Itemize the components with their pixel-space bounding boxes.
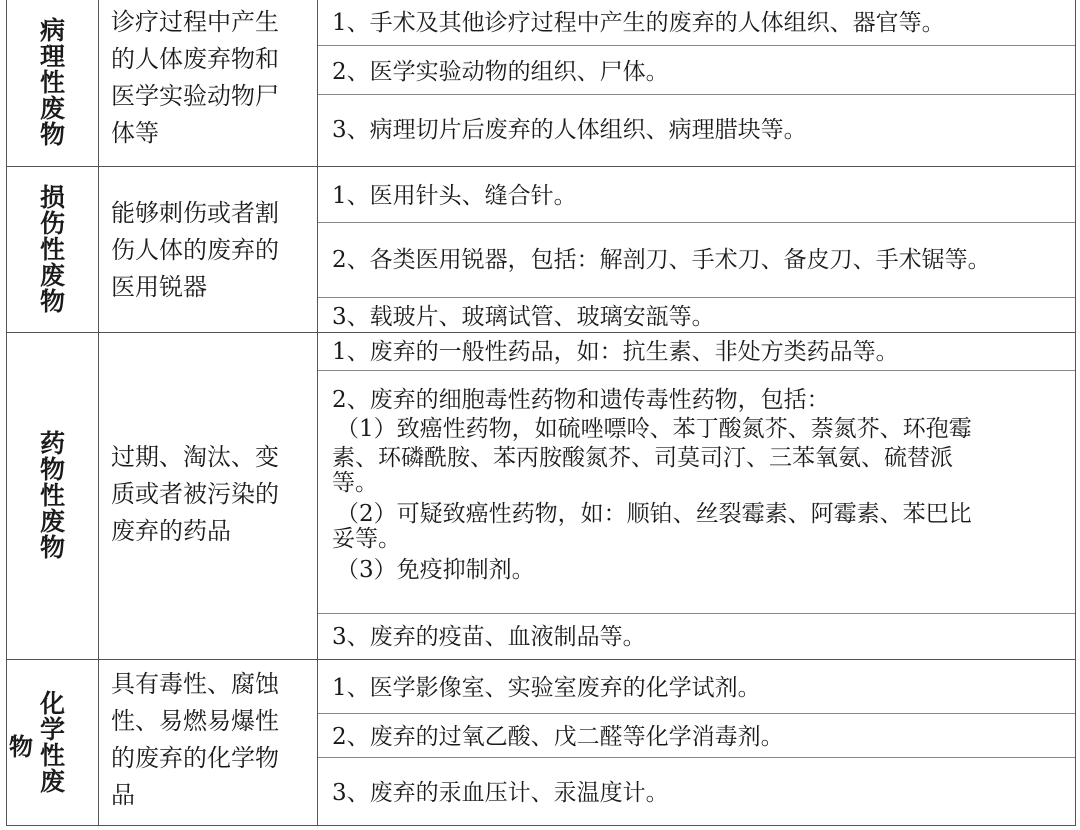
description-text: 过期、淘汰、变 质或者被污染的 废弃的药品 [111, 443, 279, 545]
row-injurious-waste [7, 167, 1075, 333]
category-cell [7, 167, 99, 332]
category-label: 药 物 性 废 物 [39, 429, 65, 562]
item-row [318, 614, 1075, 660]
items-column [318, 660, 1075, 826]
description-text: 诊疗过程中产生 的人体废弃物和 医学实验动物尸 体等 [111, 8, 279, 147]
item-row [318, 758, 1075, 826]
category-label: 损 伤 性 废 物 [39, 182, 65, 316]
description-cell [99, 167, 318, 332]
category-label: 化 学 性 废 [39, 689, 65, 796]
description-cell [99, 660, 318, 826]
item-row [318, 95, 1075, 167]
item-text: 2、医学实验动物的组织、尸体。 [332, 59, 669, 85]
item-row [318, 298, 1075, 333]
waste-classification-table [6, 0, 1076, 826]
item-row [318, 714, 1075, 758]
description-text: 具有毒性、腐蚀 性、易燃易爆性 的废弃的化学物 品 [111, 670, 279, 809]
row-chemical-waste [7, 660, 1075, 826]
items-column [318, 0, 1075, 166]
items-column [318, 333, 1075, 659]
item-text: 3、病理切片后废弃的人体组织、病理腊块等。 [332, 117, 807, 143]
item-text: 1、医学影像室、实验室废弃的化学试剂。 [332, 675, 761, 701]
category-cell [7, 660, 99, 826]
item-text: 3、废弃的汞血压计、汞温度计。 [332, 780, 669, 806]
item-row [318, 333, 1075, 371]
item-text: 1、手术及其他诊疗过程中产生的废弃的人体组织、器官等。 [332, 10, 945, 36]
description-text: 能够刺伤或者割 伤人体的废弃的 医用锐器 [111, 199, 279, 301]
item-row [318, 660, 1075, 714]
description-cell [99, 0, 318, 166]
item-text: 1、废弃的一般性药品，如：抗生素、非处方类药品等。 [332, 339, 899, 365]
item-row [318, 167, 1075, 223]
item-text: 1、医用针头、缝合针。 [332, 183, 577, 209]
category-cell [7, 0, 99, 166]
item-row [318, 371, 1075, 614]
row-pharmaceutical-waste [7, 333, 1075, 660]
item-row [318, 223, 1075, 298]
item-row [318, 46, 1075, 95]
item-text: 2、各类医用锐器，包括：解剖刀、手术刀、备皮刀、手术锯等。 [332, 247, 991, 273]
item-text: 2、废弃的细胞毒性药物和遗传毒性药物，包括： （1）致癌性药物，如硫唑嘌呤、苯丁酸氮芥、萘氮芥、环孢霉 素、环磷酰胺、苯丙胺酸氮芥、司莫司汀、三苯氧氨、硫替派 等。 （2）可疑致癌性药物，如：顺铂、丝裂霉素、阿霉素、苯巴比 妥等。 （3）免疫抑制剂。 [332, 387, 972, 583]
category-label: 病 理 性 废 物 [39, 16, 65, 149]
category-overflow-char: 物 [9, 733, 33, 761]
item-text: 3、废弃的疫苗、血液制品等。 [332, 624, 646, 650]
item-text: 3、载玻片、玻璃试管、玻璃安瓿等。 [332, 304, 715, 330]
description-cell [99, 333, 318, 659]
items-column [318, 167, 1075, 332]
category-cell [7, 333, 99, 659]
row-pathological-waste [7, 0, 1075, 167]
item-row [318, 0, 1075, 46]
item-text: 2、废弃的过氧乙酸、戊二醛等化学消毒剂。 [332, 724, 784, 750]
